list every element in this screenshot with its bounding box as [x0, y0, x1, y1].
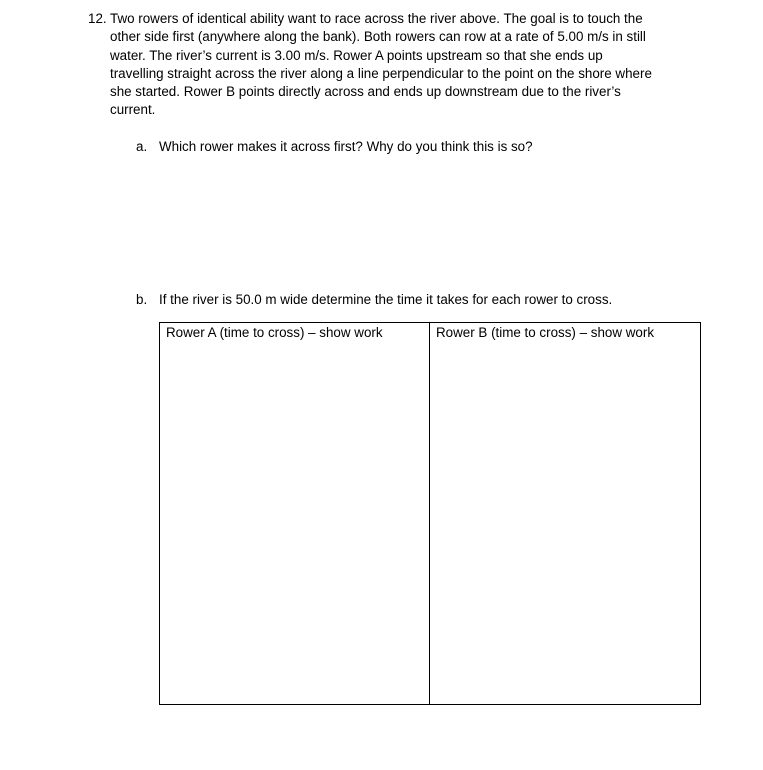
- question-text: [110, 10, 678, 120]
- question-line: other side first (anywhere along the bank). Both rowers can row at a rate of 5.00 m/s in still: [110, 29, 646, 45]
- part-a: [136, 138, 533, 156]
- question-line: Two rowers of identical ability want to race across the river above. The goal is to touch the: [110, 11, 643, 26]
- work-table: [159, 322, 701, 705]
- question-line: she started. Rower B points directly across and ends up downstream due to the river’s: [110, 84, 621, 100]
- rower-a-header: Rower A (time to cross) – show work: [166, 325, 383, 340]
- rower-a-work-cell[interactable]: [160, 323, 430, 705]
- rower-b-header: Rower B (time to cross) – show work: [436, 325, 655, 340]
- part-a-letter: a.: [136, 139, 148, 154]
- part-b: [136, 291, 612, 309]
- question-line: current.: [110, 102, 156, 118]
- question-line: water. The river’s current is 3.00 m/s. Rower A points upstream so that she ends up: [110, 47, 603, 63]
- part-b-text: If the river is 50.0 m wide determine the time it takes for each rower to cross.: [159, 292, 613, 307]
- question-number: 12.: [88, 11, 107, 26]
- part-a-text: Which rower makes it across first? Why do you think this is so?: [159, 139, 533, 154]
- rower-b-work-cell[interactable]: [430, 323, 701, 705]
- question-line: travelling straight across the river along a line perpendicular to the point on the shore where: [110, 65, 652, 81]
- part-b-letter: b.: [136, 292, 148, 307]
- question-12: [88, 10, 678, 120]
